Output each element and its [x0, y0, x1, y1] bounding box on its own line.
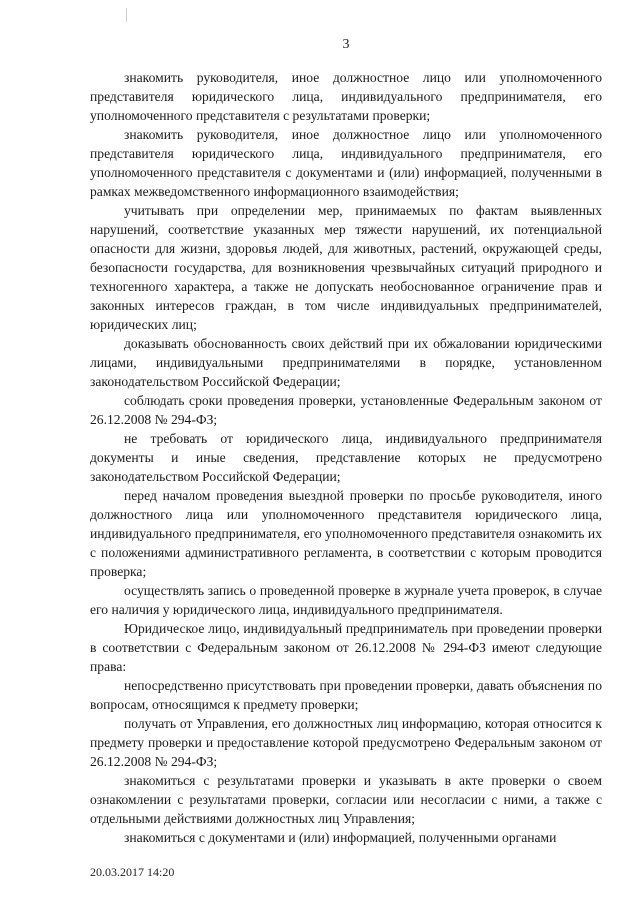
paragraph: учитывать при определении мер, принимаемых по фактам выявленных нарушений, соответствие указанных мер тяжести нарушений, их потенциальной опасности для жизни, здоровья людей, для животных, растений, окружающей среды, безопасности государства, для возникновения чрезвычайных ситуаций природного и техногенного характера, а также не допускать необоснованное ограничение прав и законных интересов граждан, в том числе индивидуальных предпринимателей, юридических лиц; [90, 203, 602, 332]
paragraph: соблюдать сроки проведения проверки, установленные Федеральным законом от 26.12.2008 № 294-ФЗ; [90, 393, 602, 427]
footer-timestamp: 20.03.2017 14:20 [90, 865, 175, 879]
paragraph: не требовать от юридического лица, индивидуального предпринимателя документы и иные сведения, представление которых не предусмотрено законодательством Российской Федерации; [90, 431, 602, 484]
paragraph: непосредственно присутствовать при проведении проверки, давать объяснения по вопросам, относящимся к предмету проверки; [90, 678, 602, 712]
paragraph: Юридическое лицо, индивидуальный предприниматель при проведении проверки в соответствии с Федеральным законом от 26.12.2008 № 294-ФЗ имеют следующие права: [90, 621, 602, 674]
paragraph: получать от Управления, его должностных лиц информацию, которая относится к предмету проверки и предоставление которой предусмотрено Федеральным законом от 26.12.2008 № 294-ФЗ; [90, 716, 602, 769]
paragraph: знакомиться с результатами проверки и указывать в акте проверки о своем ознакомлении с результатами проверки, согласии или несогласии с ними, а также с отдельными действиями должностных лиц Управления; [90, 773, 602, 826]
paragraph: знакомиться с документами и (или) информацией, полученными органами [124, 830, 557, 845]
page-number: 3 [342, 37, 350, 52]
paragraph: знакомить руководителя, иное должностное лицо или уполномоченного представителя юридического лица, индивидуального предпринимателя, его уполномоченного представителя с документами и (или) информацией, полученными в рамках межведомственного информационного взаимодействия; [90, 127, 602, 199]
paragraph: перед началом проведения выездной проверки по просьбе руководителя, иного должностного лица или уполномоченного представителя юридического лица, индивидуального предпринимателя, его уполномоченного представителя ознакомить их с положениями административного регламента, в соответствии с которым проводится проверка; [90, 488, 602, 579]
paragraph: знакомить руководителя, иное должностное лицо или уполномоченного представителя юридического лица, индивидуального предпринимателя, его уполномоченного представителя с результатами проверки; [90, 70, 602, 123]
document-body [90, 68, 602, 847]
paragraph: доказывать обоснованность своих действий при их обжаловании юридическими лицами, индивидуальными предпринимателями в порядке, установленном законодательством Российской Федерации; [90, 336, 602, 389]
paragraph: осуществлять запись о проведенной проверке в журнале учета проверок, в случае его наличия у юридического лица, индивидуального предпринимателя. [90, 583, 602, 617]
scan-mark [126, 8, 127, 22]
